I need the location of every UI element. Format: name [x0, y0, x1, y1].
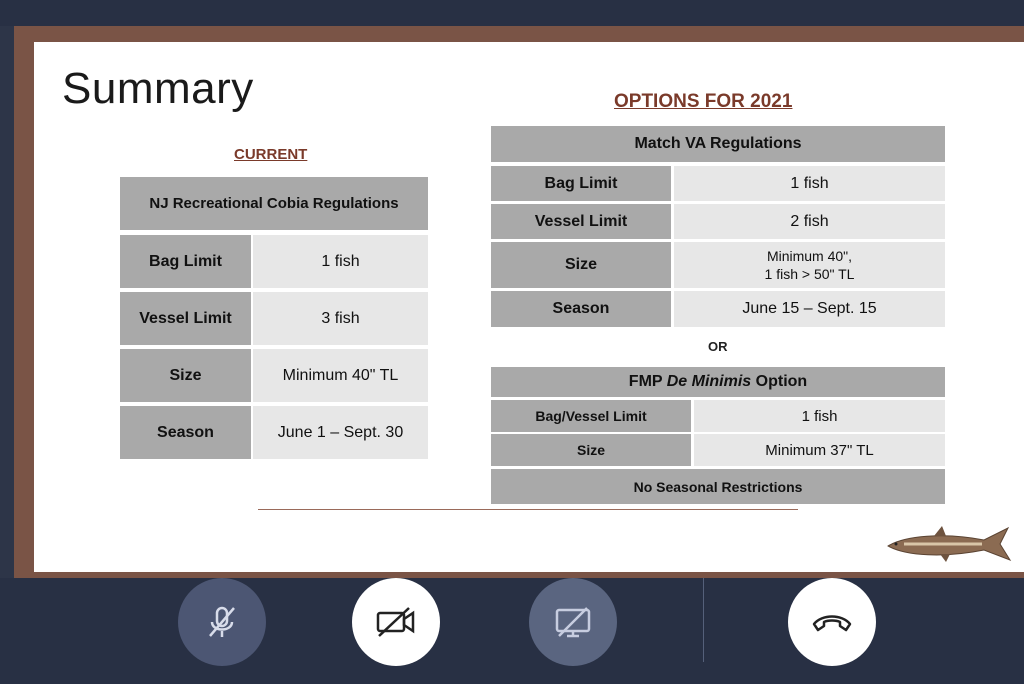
- va-size-line-2: 1 fish > 50" TL: [764, 266, 855, 282]
- options-heading: OPTIONS FOR 2021: [614, 91, 793, 112]
- left-edge: [0, 26, 14, 578]
- current-value-size: Minimum 40" TL: [253, 349, 428, 402]
- current-heading: CURRENT: [234, 146, 308, 163]
- fmp-value-size: Minimum 37" TL: [694, 434, 945, 466]
- va-label-size: Size: [491, 242, 671, 288]
- shared-screen-frame: [14, 26, 1024, 578]
- controls-divider: [703, 578, 704, 662]
- slide-title: Summary: [62, 64, 254, 113]
- end-call-button[interactable]: [788, 578, 876, 666]
- va-label-bag-limit: Bag Limit: [491, 166, 671, 201]
- fmp-title-italic: De Minimis: [666, 373, 752, 390]
- va-label-vessel-limit: Vessel Limit: [491, 204, 671, 239]
- current-value-bag-limit: 1 fish: [253, 235, 428, 288]
- cobia-fish-image: [884, 522, 1014, 566]
- fmp-title-prefix: FMP: [628, 373, 667, 390]
- current-label-season: Season: [120, 406, 251, 459]
- screen-share-off-icon: [551, 602, 595, 642]
- va-value-size: [674, 242, 945, 288]
- current-value-vessel-limit: 3 fish: [253, 292, 428, 345]
- fmp-title-suffix: Option: [751, 373, 808, 390]
- hang-up-icon: [808, 602, 856, 642]
- current-label-vessel-limit: Vessel Limit: [120, 292, 251, 345]
- screen-share-button[interactable]: [529, 578, 617, 666]
- or-separator: OR: [708, 339, 728, 354]
- fmp-footer: No Seasonal Restrictions: [491, 469, 945, 504]
- slide-divider-line: [258, 509, 798, 510]
- fmp-label-bag-vessel-limit: Bag/Vessel Limit: [491, 400, 691, 432]
- fmp-table-title: [491, 367, 945, 397]
- va-table-title: Match VA Regulations: [491, 126, 945, 162]
- mute-microphone-button[interactable]: [178, 578, 266, 666]
- current-label-bag-limit: Bag Limit: [120, 235, 251, 288]
- camera-off-icon: [373, 602, 419, 642]
- fmp-label-size: Size: [491, 434, 691, 466]
- top-bar: [0, 0, 1024, 26]
- current-value-season: June 1 – Sept. 30: [253, 406, 428, 459]
- va-value-bag-limit: 1 fish: [674, 166, 945, 201]
- presentation-slide: [34, 42, 1024, 572]
- current-table-title: NJ Recreational Cobia Regulations: [120, 177, 428, 230]
- current-label-size: Size: [120, 349, 251, 402]
- microphone-muted-icon: [202, 602, 242, 642]
- fmp-value-bag-vessel-limit: 1 fish: [694, 400, 945, 432]
- va-label-season: Season: [491, 291, 671, 327]
- camera-toggle-button[interactable]: [352, 578, 440, 666]
- call-controls-bar: [0, 578, 1024, 684]
- va-size-line-1: Minimum 40",: [766, 248, 853, 264]
- va-value-season: June 15 – Sept. 15: [674, 291, 945, 327]
- va-value-vessel-limit: 2 fish: [674, 204, 945, 239]
